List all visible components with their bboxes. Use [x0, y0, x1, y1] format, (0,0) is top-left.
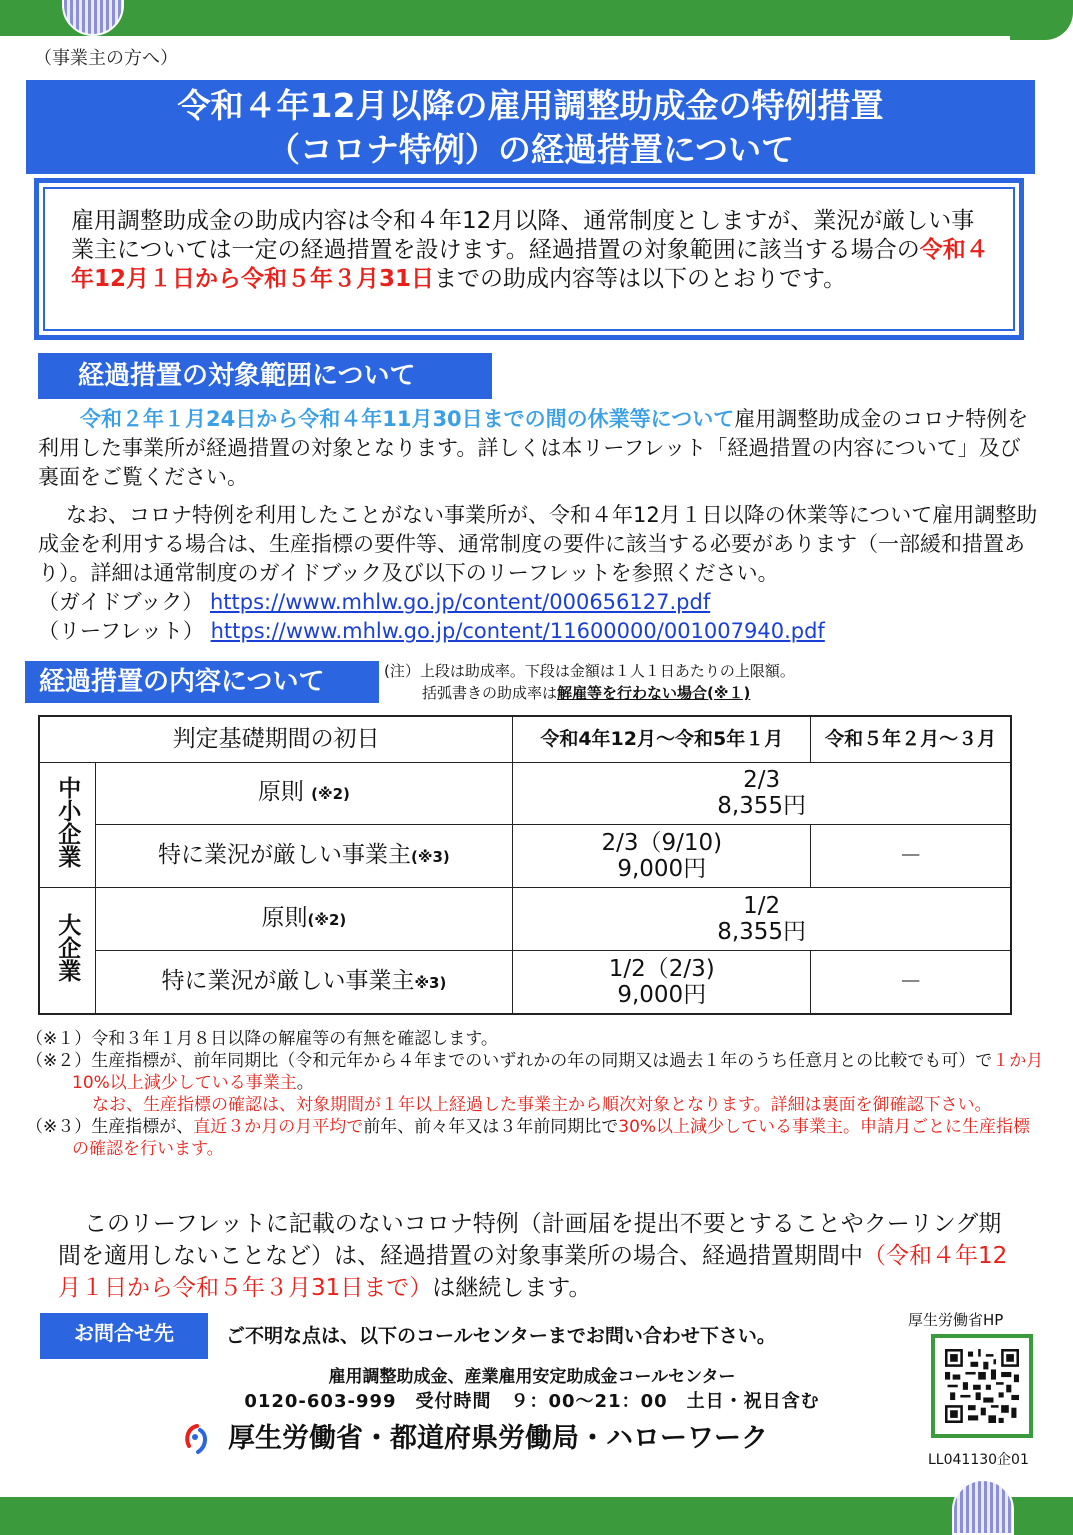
row-note: ※3) [414, 974, 447, 993]
leaflet-line [38, 617, 1058, 646]
row-label-text: 原則 [257, 779, 304, 806]
top-band-left [0, 0, 1040, 36]
row-note: (※2) [307, 911, 347, 930]
footnote-2-red: １か月10%以上減少している事業主 [72, 1051, 1044, 1093]
top-green-band [0, 0, 1073, 40]
intro-text-b: までの助成内容等は以下のとおりです。 [434, 266, 847, 292]
row-label-text: 原則 [261, 905, 308, 932]
large-label [39, 888, 95, 1014]
intro-period: 令和４年12月１日から令和５年３月31日 [71, 237, 989, 292]
table-row [39, 762, 1011, 825]
table-note [384, 660, 795, 704]
footnote-3-red1: 直近３か月の月平均で [193, 1117, 364, 1137]
hp-label: 厚生労働省HP [908, 1311, 1004, 1329]
guidebook-label: （ガイドブック） [38, 590, 204, 614]
row-note: (※2) [311, 785, 350, 804]
amount-value: 9,000円 [617, 856, 707, 883]
subsidy-table [38, 715, 1012, 1015]
non-user-text: なお、コロナ特例を利用したことがない事業所が、令和４年12月１日以降の休業等について雇用調整助成金を利用する場合は、生産指標の要件等、通常制度の要件に該当する必要があります（一部緩和措置あり）。詳細は通常制度のガイドブック及び以下のリーフレットを参照ください。 [38, 503, 1038, 585]
table-note-line2 [384, 682, 795, 704]
row-label-text: 特に業況が厳しい事業主 [161, 968, 415, 995]
footnote-2-text: （※２）生産指標が、前年同期比（令和元年から４年までのいずれかの年の同期又は過去１年のうち任意月との比較でも可）で [26, 1051, 993, 1071]
row-label [95, 888, 513, 951]
table-header-row [39, 716, 1011, 762]
rate-cell [513, 825, 811, 888]
after-cell: － [811, 951, 1011, 1014]
leaflet-link[interactable]: https://www.mhlw.go.jp/content/11600000/001007940.pdf [210, 619, 825, 643]
ministry-signature [180, 1421, 768, 1457]
header-dec-jan: 令和4年12月～令和5年１月 [513, 716, 811, 762]
section-heading-scope: 経過措置の対象範囲について [38, 353, 492, 399]
footnote-3-text2: 前年、前々年又は３年前同期比で [363, 1117, 619, 1137]
top-band-right [1010, 0, 1073, 40]
table-note-text: 括弧書きの助成率は [422, 684, 558, 702]
footnote-3 [26, 1116, 1046, 1160]
footnotes [26, 1028, 1046, 1160]
rate-value: 1/2（2/3) [608, 956, 715, 983]
table-row [39, 825, 1011, 888]
amount-value: 8,355円 [717, 793, 807, 820]
row-label [95, 951, 513, 1014]
contact-instruction: ご不明な点は、以下のコールセンターまでお問い合わせ下さい。 [226, 1325, 776, 1347]
rate-cell [513, 762, 1011, 825]
ministry-names: 厚生労働省・都道府県労働局・ハローワーク [228, 1423, 768, 1454]
mhlw-logo-icon [180, 1422, 214, 1456]
bottom-green-band [0, 1497, 1073, 1535]
title-line-2: （コロナ特例）の経過措置について [266, 130, 795, 169]
table-row [39, 951, 1011, 1014]
footnote-3-text: （※３）生産指標が、 [26, 1117, 194, 1137]
qr-code[interactable] [931, 1334, 1033, 1438]
footnote-2-end: 。 [296, 1073, 314, 1093]
header-feb-mar: 令和５年２月～３月 [811, 716, 1011, 762]
footnote-1: （※１）令和３年１月８日以降の解雇等の有無を確認します。 [26, 1029, 498, 1049]
intro-text [43, 187, 1015, 331]
footnote-2 [26, 1050, 1046, 1094]
scope-paragraph [38, 405, 1038, 492]
qr-code-icon [945, 1348, 1019, 1424]
footnote-3-red2: 30%以上減少している事業主。申請月ごとに生産指標の確認を行います。 [72, 1117, 1031, 1159]
sme-label-text: 中小企業 [54, 775, 81, 868]
call-center-name: 雇用調整助成金、産業雇用安定助成金コールセンター [328, 1367, 736, 1387]
rate-value: 2/3（9/10) [601, 830, 723, 857]
rate-cell [513, 951, 811, 1014]
large-label-text: 大企業 [54, 913, 81, 983]
closing-paragraph [58, 1208, 1008, 1304]
rate-value: 2/3 [743, 767, 781, 794]
audience-label: （事業主の方へ） [34, 48, 178, 69]
row-label [95, 825, 513, 888]
non-user-paragraph [38, 501, 1058, 646]
footnote-2-note: なお、生産指標の確認は、対象期間が１年以上経過した事業主から順次対象となります。詳細は裏面を御確認下さい。 [92, 1095, 992, 1115]
contact-heading: お問合せ先 [40, 1313, 208, 1359]
table-note-line1: (注）上段は助成率。下段は金額は１人１日あたりの上限額。 [384, 662, 795, 680]
rate-cell [513, 888, 1011, 951]
scope-text: 雇用調整助成金のコロナ特例を利用した事業所が経過措置の対象となります。詳しくは本リーフレット「経過措置の内容について」及び裏面をご覧ください。 [38, 407, 1029, 489]
table-row [39, 888, 1011, 951]
guidebook-link[interactable]: https://www.mhlw.go.jp/content/000656127.pdf [209, 590, 711, 614]
sme-label [39, 762, 95, 888]
intro-text-a: 雇用調整助成金の助成内容は令和４年12月以降、通常制度としますが、業況が厳しい事業主については一定の経過措置を設けます。経過措置の対象範囲に該当する場合の [71, 208, 975, 263]
after-cell: － [811, 825, 1011, 888]
amount-value: 8,355円 [717, 919, 807, 946]
intro-box [34, 178, 1024, 340]
scope-period: 令和２年１月24日から令和４年11月30日までの間の休業等について [80, 407, 735, 431]
leaflet-code: LL041130企01 [928, 1452, 1029, 1468]
call-center-phone: 0120-603-999 受付時間 ９：00～21：00 土日・祝日含む [244, 1391, 820, 1412]
section-heading-content: 経過措置の内容について [25, 661, 379, 703]
closing-end: は継続します。 [432, 1275, 592, 1301]
page-title [26, 80, 1035, 174]
guidebook-line [38, 588, 1058, 617]
row-label [95, 762, 513, 825]
row-label-text: 特に業況が厳しい事業主 [158, 842, 412, 869]
closing-text: このリーフレットに記載のないコロナ特例（計画届を提出不要とすることやクーリング期間を適用しないことなど）は、経過措置の対象事業所の場合、経過措置期間中 [58, 1211, 1002, 1269]
leaflet-label: （リーフレット） [38, 619, 204, 643]
table-note-emphasis: 解雇等を行わない場合(※１) [557, 684, 751, 702]
bottom-striped-decoration [952, 1479, 1014, 1535]
closing-period: （令和４年12月１日から令和５年３月31日まで） [58, 1243, 1008, 1301]
rate-value: 1/2 [743, 893, 781, 920]
amount-value: 9,000円 [617, 982, 707, 1009]
header-period-start: 判定基礎期間の初日 [39, 716, 513, 762]
row-note: (※3) [411, 848, 450, 867]
title-line-1: 令和４年12月以降の雇用調整助成金の特例措置 [177, 86, 884, 125]
